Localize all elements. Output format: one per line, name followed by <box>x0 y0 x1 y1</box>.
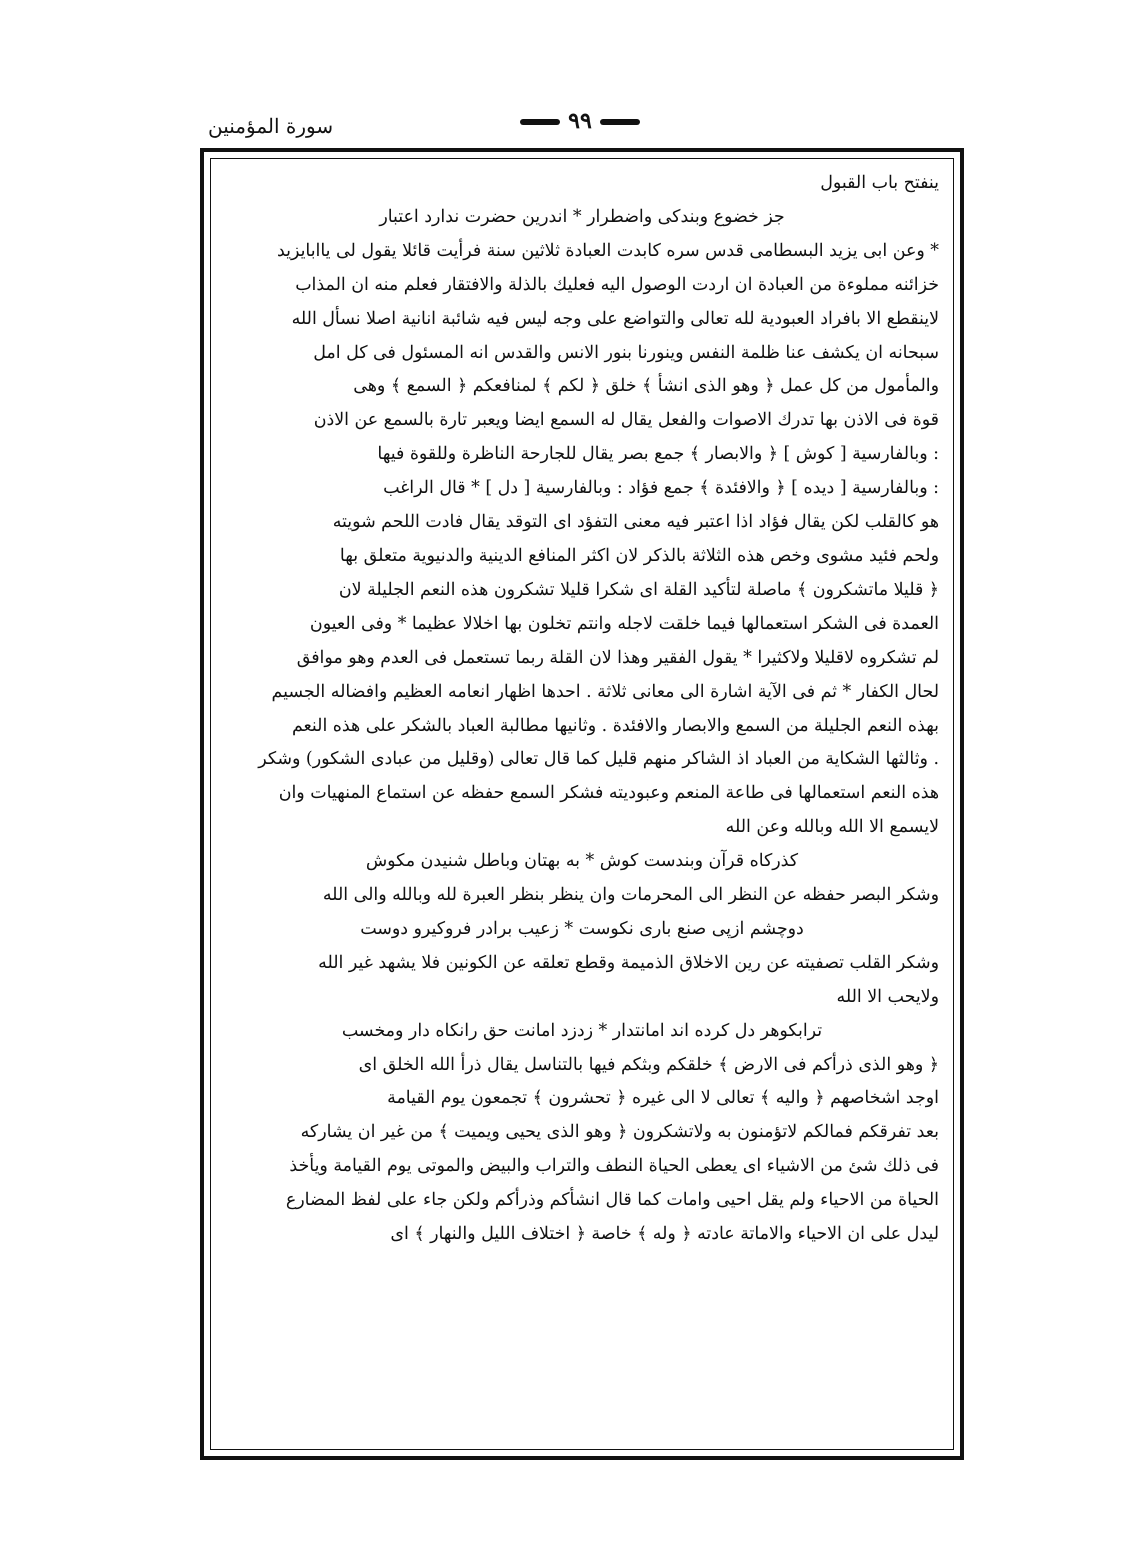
text-line: هذه النعم استعمالها فى طاعة المنعم وعبوديته فشكر السمع حفظه عن استماع المنهيات وان <box>278 783 939 804</box>
text-line: ولايحب الا الله <box>836 986 939 1007</box>
text-line: هو كالقلب لكن يقال فؤاد اذا اعتبر فيه معنى التفؤد اى التوقد يقال فادت اللحم شويته <box>332 512 939 533</box>
text-line: اوجد اشخاصهم ﴿ واليه ﴾ تعالى لا الى غيره ﴿ تحشرون ﴾ تجمعون يوم القيامة <box>387 1088 939 1109</box>
text-line: : وبالفارسية [ ديده ] ﴿ والافئدة ﴾ جمع فؤاد : وبالفارسية [ دل ] * قال الراغب <box>383 478 939 499</box>
page-body <box>225 167 939 1441</box>
text-line: لاينقطع الا بافراد العبودية لله تعالى والتواضع على وجه ليس فيه شائبة انانية اصلا نسأل الله <box>291 308 939 329</box>
text-line: لم تشكروه لاقليلا ولاكثيرا * يقول الفقير وهذا لان القلة ربما تستعمل فى العدم وهو موافق <box>296 647 939 668</box>
page-number-ornament <box>200 108 960 134</box>
text-line: فى ذلك شئ من الاشياء اى يعطى الحياة النطف والتراب والبيض والموتى يوم القيامة ويأخذ <box>289 1156 939 1177</box>
page-number: ٩٩ <box>568 108 592 134</box>
text-line: خزائنه مملوءة من العبادة ان اردت الوصول اليه فعليك بالذلة والافتقار فعلم منه ان المذاب <box>295 274 939 295</box>
text-line: ليدل على ان الاحياء والاماتة عادته ﴿ وله ﴾ خاصة ﴿ اختلاف الليل والنهار ﴾ اى <box>390 1224 939 1245</box>
ornament-right-icon <box>600 119 640 125</box>
verse-line: جز خضوع وبندكى واضطرار * اندرين حضرت ندارد اعتبار <box>379 206 785 227</box>
text-line: ﴿ وهو الذى ذرأكم فى الارض ﴾ خلقكم وبثكم فيها بالتناسل يقال ذرأ الله الخلق اى <box>358 1054 939 1075</box>
text-line: وشكر البصر حفظه عن النظر الى المحرمات وان ينظر بنظر العبرة لله وبالله والى الله <box>322 885 939 906</box>
text-line: لحال الكفار * ثم فى الآية اشارة الى معانى ثلاثة . احدها اظهار انعامه العظيم وافضاله الجسيم <box>271 681 939 702</box>
text-line: . وثالثها الشكاية من العباد اذ الشاكر منهم قليل كما قال تعالى (وقليل من عبادى الشكور) وشكر <box>258 749 939 770</box>
text-line: والمأمول من كل عمل ﴿ وهو الذى انشأ ﴾ خلق ﴿ لكم ﴾ لمنافعكم ﴿ السمع ﴾ وهى <box>353 376 939 397</box>
ornament-left-icon <box>520 119 560 125</box>
text-line: قوة فى الاذن بها تدرك الاصوات والفعل يقال له السمع ايضا ويعبر تارة بالسمع عن الاذن <box>313 410 939 431</box>
text-line: ينفتح باب القبول <box>820 173 939 193</box>
surah-name: سورة المؤمنين <box>208 114 334 138</box>
verse-line: دوچشم ازپى صنع بارى نكوست * زعيب برادر فروكيرو دوست <box>360 918 804 939</box>
text-line: لايسمع الا الله وبالله وعن الله <box>725 817 939 838</box>
verse-line: كذركاه قرآن وبندست كوش * به بهتان وباطل شنيدن مكوش <box>365 851 799 872</box>
text-line: سبحانه ان يكشف عنا ظلمة النفس وينورنا بنور الانس والقدس انه المسئول فى كل امل <box>313 342 939 363</box>
text-line: : وبالفارسية [ كوش ] ﴿ والابصار ﴾ جمع بصر يقال للجارحة الناظرة وللقوة فيها <box>377 444 939 465</box>
text-line: ﴿ قليلا ماتشكرون ﴾ ماصلة لتأكيد القلة اى شكرا قليلا تشكرون هذه النعم الجليلة لان <box>338 579 939 600</box>
text-line: الحياة من الاحياء ولم يقل احيى وامات كما قال انشأكم وذرأكم ولكن جاء على لفظ المضارع <box>285 1190 939 1211</box>
text-line: وشكر القلب تصفيته عن رين الاخلاق الذميمة وقطع تعلقه عن الكونين فلا يشهد غير الله <box>318 952 939 973</box>
text-line: ولحم فئيد مشوى وخص هذه الثلاثة بالذكر لان اكثر المنافع الدينية والدنيوية متعلق بها <box>339 545 939 566</box>
text-line: بهذه النعم الجليلة من السمع والابصار والافئدة . وثانيها مطالبة العباد بالشكر على هذه النعم <box>291 715 939 736</box>
verse-line: ترابكوهر دل كرده اند امانتدار * زدزد امانت حق رانكاه دار ومخسب <box>341 1020 823 1041</box>
text-line: العمدة فى الشكر استعمالها فيما خلقت لاجله وانتم تخلون بها اخلالا عظيما * وفى العيون <box>309 613 939 634</box>
text-line: * وعن ابى يزيد البسطامى قدس سره كابدت العبادة ثلاثين سنة فرأيت قائلا يقول لى ياابايزيد <box>277 240 939 261</box>
text-line: بعد تفرقكم فمالكم لاتؤمنون به ولاتشكرون ﴿ وهو الذى يحيى ويميت ﴾ من غير ان يشاركه <box>300 1122 939 1143</box>
page-header <box>200 108 960 148</box>
page-frame <box>200 148 964 1460</box>
page-frame-inner <box>210 158 954 1450</box>
